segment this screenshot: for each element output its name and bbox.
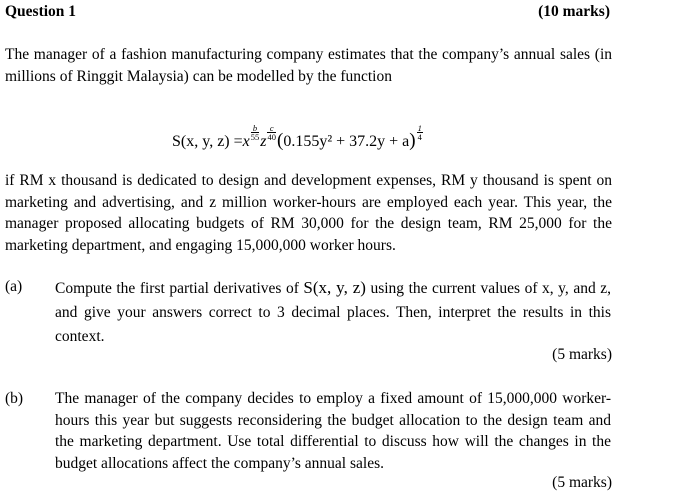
sales-function-formula: S(x, y, z) =x $\frac{b}{55}$ z $\frac{c}{40}$ (0.155y² + 37.2y + a) $\frac{1}{4}$: [172, 123, 422, 151]
z-exponent: $\frac{c}{40}$: [267, 123, 276, 142]
intro-paragraph: The manager of a fashion manufacturing company estimates that the company’s annual sales (in millions of Ringgit Malaysia) can be modelled by the function: [5, 46, 612, 85]
context-paragraph: if RM x thousand is dedicated to design and development expenses, RM y thousand is spent on marketing and advertising, and z million worker-hours are employed each year. This year, the manager proposed allocating budgets of RM 30,000 for the design team, RM 25,000 for the marketing department, and engaging 15,000,000 worker hours.: [5, 172, 612, 254]
function-reference: S(x, y, z): [303, 278, 366, 297]
part-b-marks: (5 marks): [552, 474, 612, 491]
part-a-text: Compute the first partial derivatives of S(x, y, z) using the current values of x, y, and z, and give your answers correct to 3 decimal places. Then, interpret the results in this context.: [55, 278, 611, 345]
part-a-marks: (5 marks): [552, 346, 612, 363]
outer-exponent: $\frac{1}{4}$: [417, 123, 422, 142]
part-b-label: (b): [5, 390, 24, 407]
question-title: Question 1: [5, 3, 77, 20]
part-a-label: (a): [5, 278, 23, 295]
formula-inner: 0.155y² + 37.2y + a: [283, 133, 410, 150]
question-total-marks: (10 marks): [538, 3, 610, 20]
part-b-text: The manager of the company decides to employ a fixed amount of 15,000,000 worker-hours this year but suggests reconsidering the budget allocation to the design team and the marketing department. Use total differential to discuss how will the changes in the budget allocations affect the company’s annual sales.: [55, 390, 611, 472]
x-exponent: $\frac{b}{55}$: [250, 123, 260, 142]
formula-lhs: S(x, y, z) =: [172, 133, 243, 150]
